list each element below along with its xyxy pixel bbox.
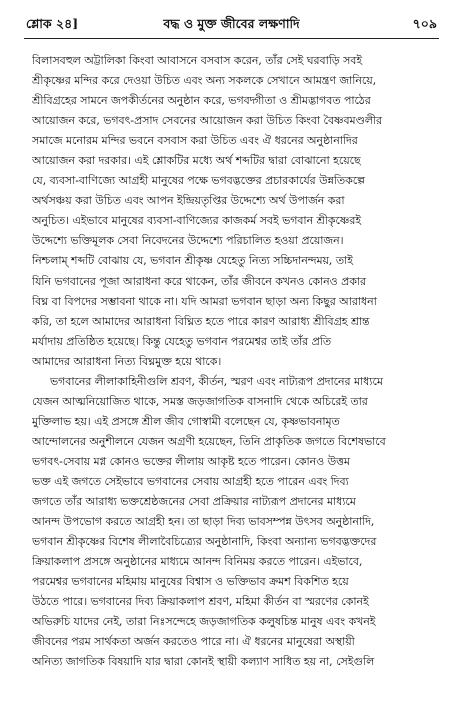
text-line: সমাজে মনোরম মন্দির ভবনে বসবাস করা উচিত এবং ঐ ধরনের অনুষ্ঠানাদির <box>32 134 358 148</box>
text-line: মুক্তিলাভ হয়। এই প্রসঙ্গে শ্রীল জীব গোস্বামী বলেছেন যে, কৃষ্ণভাবনামৃত <box>32 414 340 428</box>
text-line: বিলাসবহুল অট্টালিকা কিংবা আবাসনে বসবাস করেন, তাঁর সেই ঘরবাড়ি সবই <box>32 54 362 67</box>
text-line: ক্রিয়াকলাপ প্রসঙ্গে অনুষ্ঠানের মাধ্যমে আনন্দ বিনিময় করতে পারেন। এইভাবে, <box>32 555 363 569</box>
text-line: জীবনের পরম সার্থকতা অর্জন করতেও পারে না। ঐ ধরনের মানুষেরা অস্থায়ী <box>32 635 355 649</box>
text-line: ভগবৎ-সেবায় মগ্ন কোনও ভক্তের লীলায় আকৃষ্ট হতে পারেন। কোনও উত্তম <box>32 454 350 468</box>
text-line: পরমেশ্বর ভগবানের মহিমায় মানুষের বিশ্বাস ও ভক্তিভাব ক্রমশ বিকশিত হয়ে <box>32 575 349 589</box>
chapter-title: বদ্ধ ও মুক্ত জীবের লক্ষণাদি <box>163 16 300 31</box>
paragraph-1 <box>32 51 439 372</box>
text-line: আয়োজন করে, ভগবৎ-প্রসাদ সেবনের আয়োজন করা উচিত কিংবা বৈষ্ণবমণ্ডলীর <box>32 114 383 128</box>
text-line: অনিত্য জাগতিক বিষয়াদি যার দ্বারা কোনই স্থায়ী কল্যাণ সাধিত হয় না, সেইগুলি <box>32 655 375 669</box>
body-text <box>32 51 439 672</box>
page-number: ৭০৯ <box>412 16 437 31</box>
paragraph-2 <box>32 372 439 673</box>
header-rule <box>24 38 439 39</box>
text-line: যেজন আত্মনিয়োজিত থাকে, সমস্ত জড়জাগতিক বাসনাদি থেকে অচিরেই তার <box>32 394 368 408</box>
text-line: ভগবানের লীলাকাহিনীগুলি শ্রবণ, কীর্তন, স্মরণ এবং নাট্যরূপ প্রদানের মাধ্যমে <box>50 374 383 388</box>
text-line: যে, ব্যবসা-বাণিজ্যে আগ্রহী মানুষের পক্ষে ভগবদ্ভক্তের প্রচারকার্যের উন্নতিকল্পে <box>32 174 365 188</box>
text-line: আন্দোলনের অনুশীলনে যেজন অগ্রণী হয়েছেন, তিনি প্রাকৃতিক জগতে বিশেষভাবে <box>32 434 386 448</box>
text-line: অভিরুচি যাদের নেই, তারা নিঃসন্দেহে জড়জাগতিক কলুষচিন্ত মানুষ এবং কখনই <box>32 615 376 629</box>
text-line: মর্যাদায় প্রতিষ্ঠিত হয়েছে। কিন্তু যেহেতু ভগবান পরমেশ্বর তাই তাঁর প্রতি <box>32 334 332 348</box>
text-line: ভক্ত এই জগতে সেইভাবে ভগবানের সেবায় আগ্রহী হতে পারেন এবং দিব্য <box>32 474 349 488</box>
text-line: আনন্দ উপভোগ করতে আগ্রহী হন। তা ছাড়া দিব্য ভাবসম্পন্ন উৎসব অনুষ্ঠানাদি, <box>32 515 375 529</box>
text-line: অর্থসঞ্চয় করা উচিত এবং আপন ইন্দ্রিয়তৃপ্তির উদ্দেশ্যে অর্থ উপার্জন করা <box>32 194 345 208</box>
text-line: শ্রীকৃষ্ণের মন্দির করে দেওয়া উচিত এবং অন্য সকলকে সেখানে আমন্ত্রণ জানিয়ে, <box>32 74 377 88</box>
text-line: অনুচিত। এইভাবে মানুষের ব্যবসা-বাণিজ্যের কাজকর্ম সবই ভগবান শ্রীকৃষ্ণেরই <box>32 214 361 228</box>
text-line: উদ্দেশ্যে ভক্তিমূলক সেবা নিবেদনের উদ্দেশ্যে পরিচালিত হওয়া প্রয়োজন। <box>32 234 344 248</box>
text-line: জগতে তাঁর আরাধ্য ভক্তশ্রেষ্ঠজনের সেবা প্রক্রিয়ার নাট্যরূপ প্রদানের মাধ্যমে <box>32 495 356 509</box>
text-line: নিশ্চলাম্ শব্দটি বোঝায় যে, ভগবান শ্রীকৃষ্ণ যেহেতু নিত্য সচ্চিদানন্দময়, তাই <box>32 254 353 268</box>
text-line: করি, তা হলে আমাদের আরাধনা বিঘ্নিত হতে পারে কারণ আরাধ্য শ্রীবিগ্রহ শ্রান্ত <box>32 314 370 328</box>
running-header <box>26 12 437 40</box>
text-line: আমাদের আরাধনা নিত্য বিঘ্নমুক্ত হয়ে থাকে। <box>32 354 222 368</box>
text-line: যিনি ভগবানের পূজা আরাধনা করে থাকেন, তাঁর জীবনে কখনও কোনও প্রকার <box>32 274 367 288</box>
text-line: শ্রীবিগ্রহের সামনে জপকীর্তনের অনুষ্ঠান করে, ভগবদ্গীতা ও শ্রীমদ্ভাগবত পাঠের <box>32 94 371 108</box>
verse-reference: শ্লোক ২৪] <box>26 16 79 31</box>
text-line: আয়োজন করা দরকার। এই শ্লোকটির মধ্যে অর্থ শব্দটির দ্বারা বোঝানো হয়েছে <box>32 154 361 168</box>
text-line: উঠতে পারে। ভগবানের দিব্য ক্রিয়াকলাপ শ্রবণ, মহিমা কীর্তন বা স্মরণের কোনই <box>32 595 369 609</box>
text-line: ভগবান শ্রীকৃষ্ণের বিশেষ লীলাবৈচিত্র্যের অনুষ্ঠানাদি, কিংবা অন্যান্য ভগবদ্ভক্তদের <box>32 535 377 549</box>
text-line: বিঘ্ন বা বিপদের সম্ভাবনা থাকে না। যদি আমরা ভগবান ছাড়া অন্য কিছুর আরাধনা <box>32 294 377 308</box>
